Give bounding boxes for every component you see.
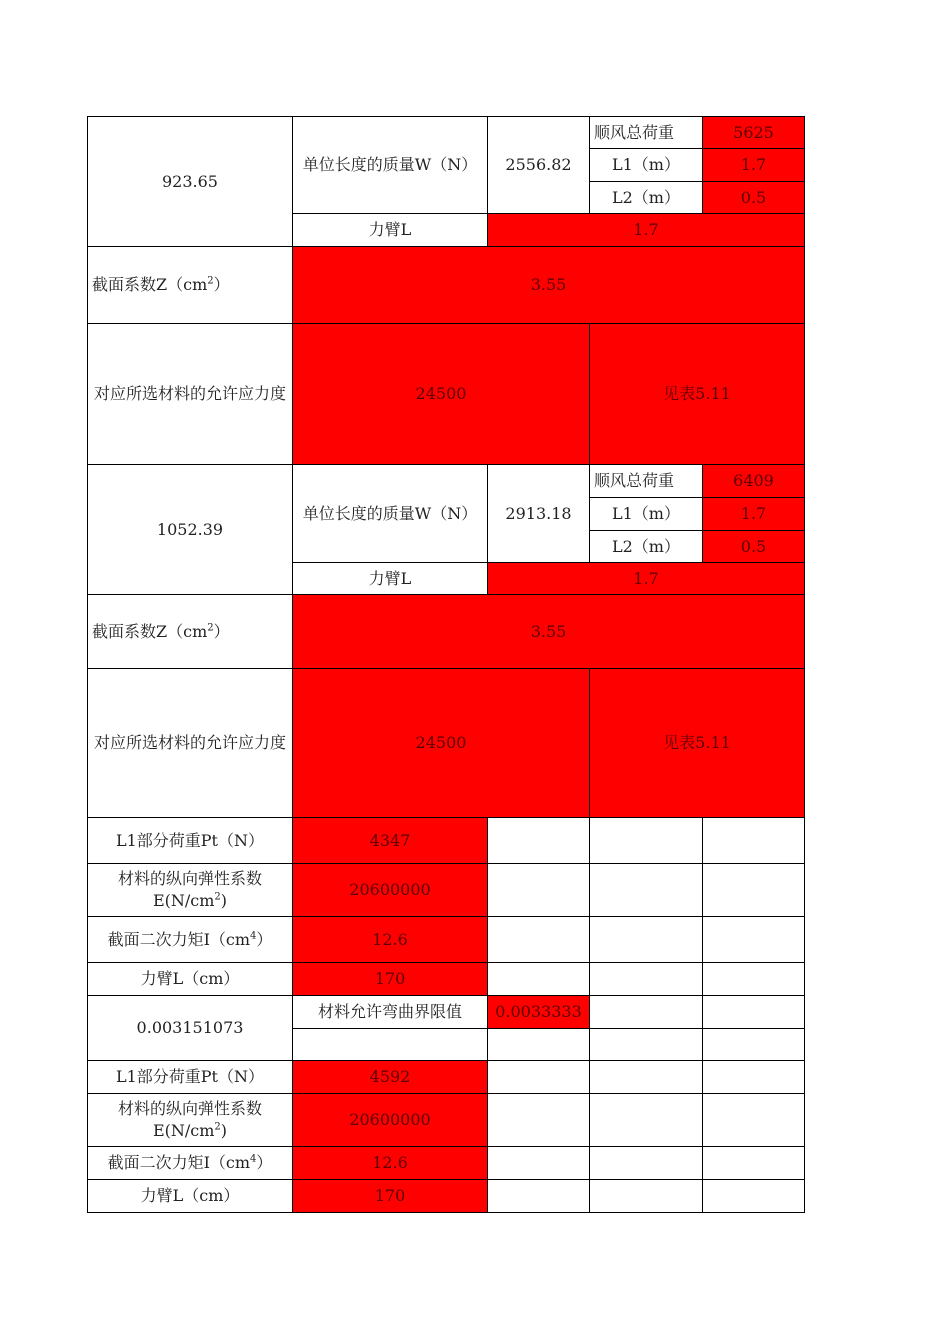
cell-section-value[interactable] bbox=[292, 594, 805, 669]
cell-empty[interactable] bbox=[589, 1060, 703, 1094]
elastic-modulus-label: 材料的纵向弹性系数 $E(N/cm^2)$ bbox=[117, 869, 262, 910]
cell-empty[interactable] bbox=[487, 916, 590, 963]
cell-empty[interactable] bbox=[487, 1060, 590, 1094]
cell-wind-load-label[interactable] bbox=[589, 116, 703, 149]
cell-empty[interactable] bbox=[589, 995, 703, 1029]
partial-load-label: L1部分荷重Pt（N） bbox=[115, 830, 264, 850]
wind-load-value: 6409 bbox=[733, 471, 774, 490]
cell-arm-cm-label[interactable] bbox=[87, 1179, 293, 1213]
cell-i-value[interactable] bbox=[292, 1146, 488, 1180]
cell-empty[interactable] bbox=[589, 1146, 703, 1180]
arm-value: 1.7 bbox=[633, 220, 659, 239]
cell-empty[interactable] bbox=[702, 1146, 805, 1180]
partial-load-label: L1部分荷重Pt（N） bbox=[115, 1067, 264, 1086]
cell-allow-value[interactable] bbox=[292, 323, 590, 465]
cell-arm-label[interactable] bbox=[292, 562, 488, 595]
cell-l2-value[interactable] bbox=[702, 530, 805, 563]
cell-arm-cm-value[interactable] bbox=[292, 962, 488, 996]
cell-empty[interactable] bbox=[487, 1179, 590, 1213]
second-moment-value: 12.6 bbox=[372, 929, 408, 949]
partial-load-value: 4592 bbox=[369, 1067, 411, 1086]
unit-mass-value: 2913.18 bbox=[505, 503, 572, 523]
cell-empty[interactable] bbox=[487, 1146, 590, 1180]
cell-empty[interactable] bbox=[702, 995, 805, 1029]
l2-label: L2（m） bbox=[612, 188, 680, 207]
cell-arm-cm-value[interactable] bbox=[292, 1179, 488, 1213]
wind-load-label: 顺风总荷重 bbox=[594, 471, 675, 490]
cell-e-label[interactable] bbox=[87, 863, 293, 917]
allowable-stress-label: 对应所选材料的允许应力度 bbox=[94, 384, 287, 403]
l2-label: L2（m） bbox=[612, 536, 680, 556]
partial-load-value: 4347 bbox=[369, 830, 411, 850]
l1-label: L1（m） bbox=[612, 155, 680, 174]
cell-i-label[interactable] bbox=[87, 1146, 293, 1180]
cell-e-label[interactable] bbox=[87, 1093, 293, 1147]
arm-cm-value: 170 bbox=[374, 1186, 406, 1205]
cell-section-label[interactable] bbox=[87, 594, 293, 669]
arm-value: 1.7 bbox=[633, 568, 659, 588]
cell-empty[interactable] bbox=[589, 1028, 703, 1061]
cell-empty[interactable] bbox=[702, 817, 805, 864]
cell-empty[interactable] bbox=[487, 863, 590, 917]
cell-empty[interactable] bbox=[702, 1060, 805, 1094]
cell-wind-load-label[interactable] bbox=[589, 464, 703, 498]
cell-wind-load-value[interactable] bbox=[702, 464, 805, 498]
second-moment-label: 截面二次力矩$I(cm^4)$ bbox=[107, 1153, 273, 1172]
cell-i-label[interactable] bbox=[87, 916, 293, 963]
l1-value: 1.7 bbox=[740, 155, 767, 174]
cell-allow-label[interactable] bbox=[87, 668, 293, 818]
result-value: 923.65 bbox=[162, 171, 218, 191]
section-modulus-value: 3.55 bbox=[530, 275, 567, 294]
unit-mass-label: 单位长度的质量W（N） bbox=[302, 503, 478, 523]
arm-cm-value: 170 bbox=[374, 969, 406, 988]
cell-empty[interactable] bbox=[589, 863, 703, 917]
deflection-limit-value: 0.0033333 bbox=[495, 1002, 582, 1021]
cell-arm-value[interactable] bbox=[487, 213, 805, 247]
cell-pt-value[interactable] bbox=[292, 817, 488, 864]
cell-empty[interactable] bbox=[487, 962, 590, 996]
allowable-stress-label: 对应所选材料的允许应力度 bbox=[94, 733, 287, 752]
cell-empty[interactable] bbox=[589, 817, 703, 864]
cell-section-value[interactable] bbox=[292, 246, 805, 324]
cell-empty[interactable] bbox=[589, 962, 703, 996]
allowable-stress-ref: 见表5.11 bbox=[663, 384, 731, 403]
cell-l2-label[interactable] bbox=[589, 530, 703, 563]
cell-empty[interactable] bbox=[702, 1028, 805, 1061]
section-modulus-label: 截面系数$Z(cm^2)$ bbox=[92, 275, 230, 294]
cell-unit-mass-value[interactable] bbox=[487, 116, 590, 214]
cell-e-value[interactable] bbox=[292, 1093, 488, 1147]
cell-empty[interactable] bbox=[487, 1093, 590, 1147]
cell-empty[interactable] bbox=[589, 916, 703, 963]
cell-unit-mass-label[interactable] bbox=[292, 116, 488, 214]
cell-allow-label[interactable] bbox=[87, 323, 293, 465]
cell-pt-value[interactable] bbox=[292, 1060, 488, 1094]
cell-empty[interactable] bbox=[589, 1179, 703, 1213]
cell-arm-label[interactable] bbox=[292, 213, 488, 247]
allowable-stress-ref: 见表5.11 bbox=[663, 733, 731, 752]
wind-load-value: 5625 bbox=[733, 122, 774, 142]
arm-cm-label: 力臂L（cm） bbox=[140, 1186, 240, 1205]
cell-l2-value[interactable] bbox=[702, 181, 805, 215]
wind-load-label: 顺风总荷重 bbox=[594, 122, 675, 142]
cell-empty[interactable] bbox=[589, 1093, 703, 1147]
cell-allow-ref[interactable] bbox=[589, 668, 805, 818]
cell-empty[interactable] bbox=[702, 1179, 805, 1213]
section-modulus-label: 截面系数$Z(cm^2)$ bbox=[92, 621, 230, 641]
unit-mass-value: 2556.82 bbox=[505, 155, 572, 174]
cell-limit-label[interactable] bbox=[292, 995, 488, 1029]
cell-empty[interactable] bbox=[292, 1028, 488, 1061]
cell-result-2[interactable] bbox=[87, 464, 293, 595]
cell-unit-mass-label[interactable] bbox=[292, 464, 488, 563]
l1-label: L1（m） bbox=[612, 504, 680, 523]
cell-empty[interactable] bbox=[487, 817, 590, 864]
cell-empty[interactable] bbox=[702, 863, 805, 917]
cell-allow-value[interactable] bbox=[292, 668, 590, 818]
cell-deflection-result[interactable] bbox=[87, 995, 293, 1061]
elastic-modulus-value: 20600000 bbox=[349, 1110, 431, 1129]
cell-i-value[interactable] bbox=[292, 916, 488, 963]
cell-unit-mass-value[interactable] bbox=[487, 464, 590, 563]
cell-result-1[interactable] bbox=[87, 116, 293, 247]
elastic-modulus-value: 20600000 bbox=[349, 880, 431, 899]
deflection-result-value: 0.003151073 bbox=[136, 1018, 244, 1037]
arm-cm-label: 力臂L（cm） bbox=[140, 969, 240, 988]
second-moment-label: 截面二次力矩$I(cm^4)$ bbox=[107, 929, 273, 949]
cell-empty[interactable] bbox=[702, 962, 805, 996]
cell-wind-load-value[interactable] bbox=[702, 116, 805, 149]
cell-empty[interactable] bbox=[702, 916, 805, 963]
second-moment-value: 12.6 bbox=[372, 1153, 408, 1172]
elastic-modulus-label: 材料的纵向弹性系数 $E(N/cm^2)$ bbox=[117, 1099, 262, 1140]
allowable-stress-value: 24500 bbox=[415, 384, 467, 403]
allowable-stress-value: 24500 bbox=[415, 733, 467, 752]
cell-arm-cm-label[interactable] bbox=[87, 962, 293, 996]
l1-value: 1.7 bbox=[740, 504, 767, 523]
result-value: 1052.39 bbox=[156, 519, 224, 539]
cell-l1-label[interactable] bbox=[589, 497, 703, 531]
cell-arm-value[interactable] bbox=[487, 562, 805, 595]
cell-pt-label[interactable] bbox=[87, 1060, 293, 1094]
deflection-limit-label: 材料允许弯曲界限值 bbox=[317, 1002, 462, 1021]
cell-limit-value[interactable] bbox=[487, 995, 590, 1029]
unit-mass-label: 单位长度的质量W（N） bbox=[302, 155, 478, 174]
arm-label: 力臂L bbox=[368, 220, 412, 239]
cell-l1-value[interactable] bbox=[702, 148, 805, 182]
cell-l2-label[interactable] bbox=[589, 181, 703, 215]
cell-section-label[interactable] bbox=[87, 246, 293, 324]
l2-value: 0.5 bbox=[740, 188, 767, 207]
cell-l1-value[interactable] bbox=[702, 497, 805, 531]
cell-empty[interactable] bbox=[487, 1028, 590, 1061]
section-modulus-value: 3.55 bbox=[530, 621, 567, 641]
l2-value: 0.5 bbox=[740, 536, 767, 556]
cell-e-value[interactable] bbox=[292, 863, 488, 917]
cell-pt-label[interactable] bbox=[87, 817, 293, 864]
cell-empty[interactable] bbox=[702, 1093, 805, 1147]
arm-label: 力臂L bbox=[368, 568, 412, 588]
cell-l1-label[interactable] bbox=[589, 148, 703, 182]
cell-allow-ref[interactable] bbox=[589, 323, 805, 465]
